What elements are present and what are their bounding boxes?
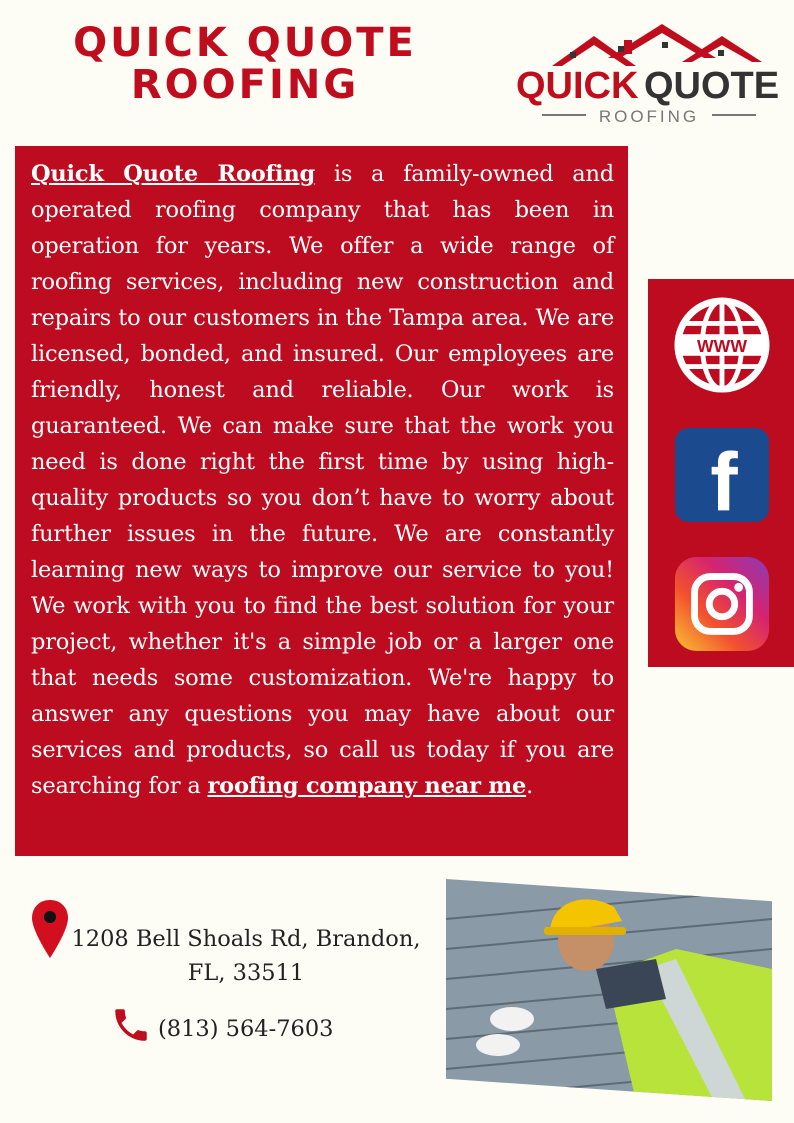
logo-tagline: ROOFING xyxy=(598,107,700,126)
social-links-panel xyxy=(648,279,794,667)
www-globe-icon[interactable] xyxy=(673,296,771,394)
phone-number[interactable]: (813) 564-7603 xyxy=(158,1016,334,1042)
company-logo xyxy=(512,18,782,128)
title-line-1: QUICK QUOTE xyxy=(73,20,417,66)
about-section xyxy=(15,146,628,856)
company-name-link[interactable]: Quick Quote Roofing xyxy=(31,161,316,187)
page-title xyxy=(60,22,430,106)
logo-word-quote: QUOTE xyxy=(644,65,780,107)
facebook-letter: f xyxy=(710,436,738,524)
address xyxy=(66,922,426,990)
logo-word-quick: QUICK xyxy=(516,65,639,107)
roofer-photo xyxy=(446,879,772,1101)
house-roofs-logo-icon xyxy=(552,24,762,66)
www-label: WWW xyxy=(697,335,747,356)
roofing-company-near-me-link[interactable]: roofing company near me xyxy=(207,773,527,799)
title-line-2: ROOFING xyxy=(130,62,360,108)
address-line-1: 1208 Bell Shoals Rd, Brandon, xyxy=(71,926,421,952)
facebook-icon[interactable] xyxy=(673,426,771,524)
map-pin-icon xyxy=(30,898,70,960)
about-body-text: is a family-owned and operated roofing company that has been in operation for years. We offer a wide range of roofing services, including new construction and repairs to our customers in the Tampa area. We are licensed, bonded, and insured. Our employees are friendly, honest and reliable. Our work is guaranteed. We can make sure that the work you need is done right the first time by using high-quality products so you don’t have to worry about further issues in the future. We are constantly learning new ways to improve our service to you! We work with you to find the best solution for your project, whether it's a simple job or a larger one that needs some customization. We're happy to answer any questions you may have about our services and products, so call us today if you are searching for a xyxy=(31,161,614,799)
instagram-icon[interactable] xyxy=(673,555,771,653)
phone-icon xyxy=(110,1004,152,1046)
about-end-punctuation: . xyxy=(526,773,534,799)
address-line-2: FL, 33511 xyxy=(187,960,305,986)
